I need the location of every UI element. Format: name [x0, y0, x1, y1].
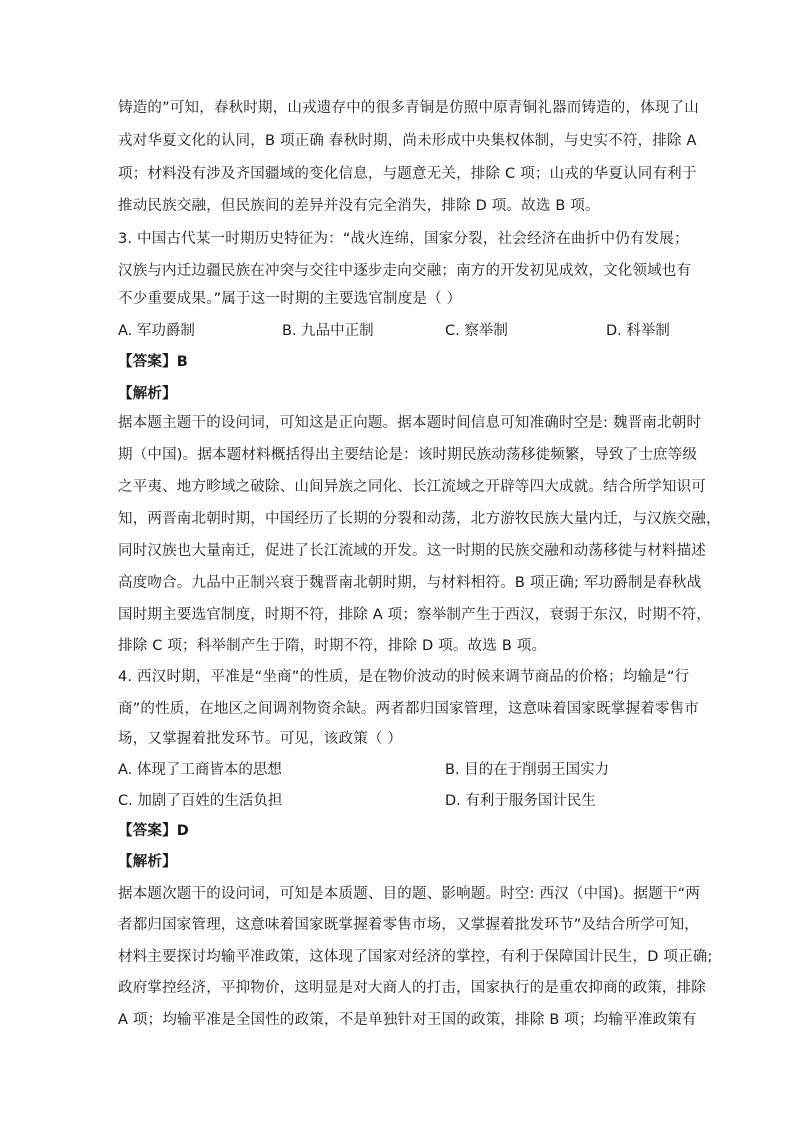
q4-answer: 【答案】D: [118, 823, 190, 839]
q3-analysis-line-5: 同时汉族也大量南迁，促进了长江流域的开发。这一时期的民族交融和动荡移徙与材料描述: [118, 543, 706, 559]
q4-stem-line-3: 场，又掌握着批发环节。可见，该政策（ ）: [118, 731, 403, 747]
q2-analysis-line-1: 铸造的”可知，春秋时期，山戎遗存中的很多青铜是仿照中原青铜礼器而铸造的，体现了山: [118, 100, 700, 116]
q3-option-c: C. 察举制: [445, 323, 508, 339]
q3-stem-line-1: 3. 中国古代某一时期历史特征为：“战火连绵，国家分裂，社会经济在曲折中仍有发展；: [118, 231, 689, 247]
q4-analysis-label: 【解析】: [118, 854, 177, 870]
q4-analysis-line-1: 据本题次题干的设问词，可知是本质题、目的题、影响题。时空: 西汉（中国)。据题干“两: [118, 886, 701, 902]
q4-stem-line-1: 4. 西汉时期，平准是“坐商”的性质，是在物价波动的时候来调节商品的价格；均输是“行: [118, 669, 690, 685]
q4-analysis-line-5: A 项；均输平准是全国性的政策，不是单独针对王国的政策，排除 B 项；均输平准政策有: [118, 1012, 697, 1028]
q3-option-a: A. 军功爵制: [118, 323, 195, 339]
q4-analysis-line-3: 材料主要探讨均输平准政策，这体现了国家对经济的掌控，有利于保障国计民生，D 项正确;: [118, 949, 713, 965]
q3-analysis-line-7: 国时期主要选官制度，时期不符，排除 A 项；察举制产生于西汉，衰弱于东汉，时期不符，: [118, 607, 712, 623]
q3-option-b: B. 九品中正制: [282, 323, 374, 339]
q4-option-d: D. 有利于服务国计民生: [445, 793, 596, 809]
q4-stem-line-2: 商”的性质，在地区之间调剂物资余缺。两者都归国家管理，这意味着国家既掌握着零售市: [118, 701, 700, 717]
q2-analysis-line-4: 推动民族交融，但民族间的差异并没有完全消失，排除 D 项。故选 B 项。: [118, 198, 600, 214]
q3-analysis-line-4: 知，两晋南北朝时期，中国经历了长期的分裂和动荡，北方游牧民族大量内迁，与汉族交融，: [118, 511, 721, 527]
q3-analysis-line-8: 排除 C 项；科举制产生于隋，时期不符，排除 D 项。故选 B 项。: [118, 638, 547, 654]
q4-option-c: C. 加剧了百姓的生活负担: [118, 793, 283, 809]
q4-analysis-line-4: 政府掌控经济，平抑物价，这明显是对大商人的打击，国家执行的是重农抑商的政策，排除: [118, 980, 706, 996]
q3-analysis-line-2: 期（中国)。据本题材料概括得出主要结论是：该时期民族动荡移徙频繁，导致了士庶等级: [118, 447, 698, 463]
q3-analysis-line-6: 高度吻合。九品中正制兴衰于魏晋南北朝时期，与材料相符。B 项正确; 军功爵制是春秋战: [118, 575, 702, 591]
q4-option-b: B. 目的在于削弱王国实力: [445, 762, 610, 778]
q3-analysis-line-1: 据本题主题干的设问词，可知这是正向题。据本题时间信息可知准确时空是: 魏晋南北朝时: [118, 415, 702, 431]
q3-analysis-line-3: 之平夷、地方畛域之破除、山间异族之同化、长江流域之开辟等四大成就。结合所学知识可: [118, 479, 706, 495]
q2-analysis-line-3: 项；材料没有涉及齐国疆域的变化信息，与题意无关，排除 C 项；山戎的华夏认同有利于: [118, 166, 697, 182]
q4-analysis-line-2: 者都归国家管理，这意味着国家既掌握着零售市场，又掌握着批发环节”及结合所学可知，: [118, 917, 700, 933]
q3-analysis-label: 【解析】: [118, 386, 177, 402]
q3-answer: 【答案】B: [118, 354, 189, 370]
q3-stem-line-3: 不少重要成果。”属于这一时期的主要选官制度是（ ）: [118, 291, 462, 307]
q2-analysis-line-2: 戎对华夏文化的认同，B 项正确 春秋时期，尚未形成中央集权体制，与史实不符，排除 A: [118, 133, 697, 149]
q3-option-d: D. 科举制: [606, 323, 670, 339]
q4-option-a: A. 体现了工商皆本的思想: [118, 762, 282, 778]
q3-stem-line-2: 汉族与内迁边疆民族在冲突与交往中逐步走向交融；南方的开发初见成效，文化领域也有: [118, 263, 692, 279]
